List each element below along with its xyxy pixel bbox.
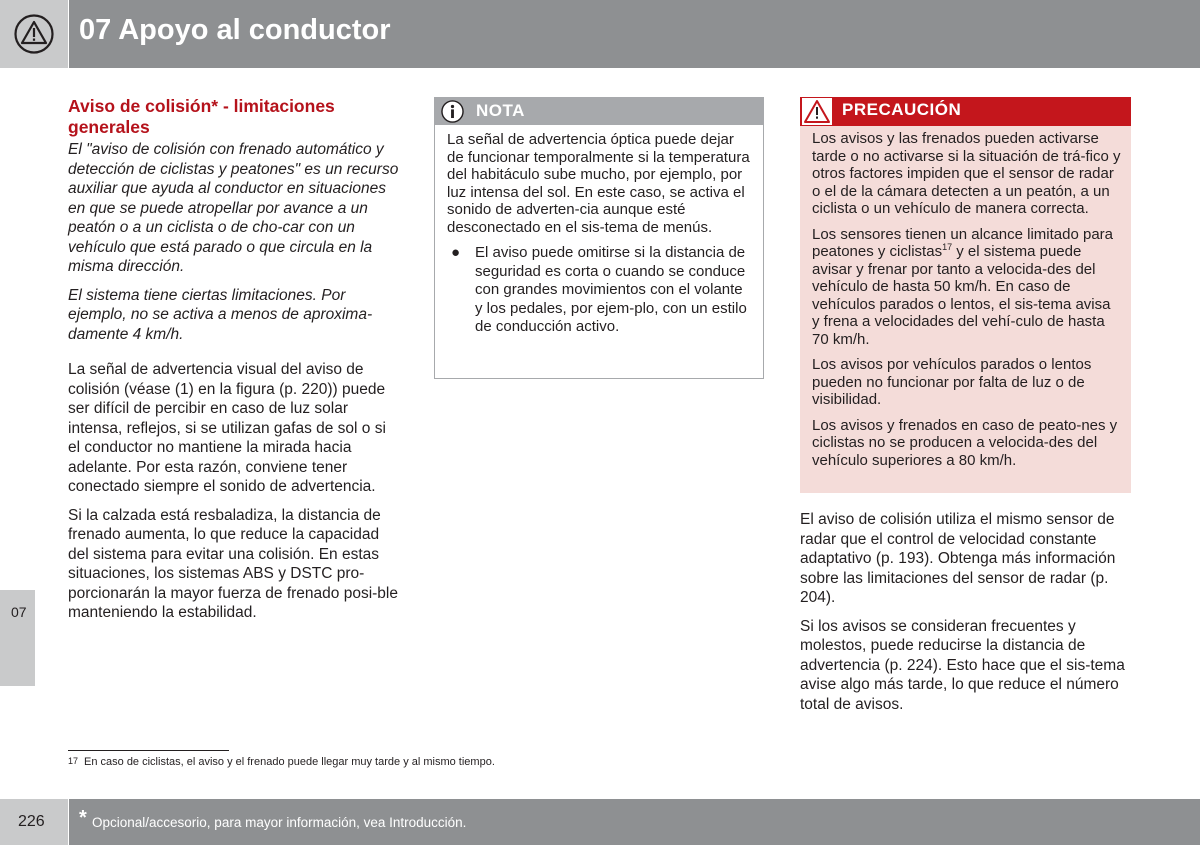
list-item	[447, 244, 753, 337]
nota-text: La señal de advertencia óptica puede dejar de funcionar temporalmente si la temperatura del habitáculo sube mucho, por ejemplo, por luz intensa del sol. En este caso, se activa el sonido de adverten-cia aunque esté desconectado en el sis-tema de menús.	[447, 131, 750, 236]
nota-list	[447, 244, 753, 337]
footer-page-panel	[0, 799, 68, 845]
header-icon-panel	[0, 0, 68, 68]
footnote-number: 17	[68, 756, 79, 766]
footnote-rule	[68, 750, 229, 751]
body-paragraph: Si los avisos se consideran frecuentes y molestos, puede reducirse la distancia de advertencia (p. 224). Esto hace que el sis-tema avise algo más tarde, lo que reduce el número total de avisos.	[800, 617, 1125, 713]
nota-box	[434, 97, 764, 379]
bullet-icon: ●	[451, 244, 461, 261]
precaucion-paragraph: Los avisos por vehículos parados o lentos pueden no funcionar por falta de luz o de visibilidad.	[812, 356, 1092, 408]
body-paragraph: El aviso de colisión utiliza el mismo sensor de radar que el control de velocidad constante adaptativo (p. 193). Obtenga más información sobre las limitaciones del sensor de radar (p. 204).	[800, 511, 1116, 606]
precaucion-paragraph: Los avisos y frenados en caso de peato-nes y ciclistas no se producen a velocida-des del vehículo superiores a 80 km/h.	[812, 416, 1118, 469]
precaucion-body	[800, 126, 1131, 469]
chapter-header	[69, 0, 1200, 68]
chapter-side-tab-label: 07	[11, 604, 27, 620]
column-left	[68, 96, 402, 632]
precaucion-text: Los sensores tienen un alcance limitado para peatones y ciclistas	[812, 225, 1114, 260]
footnote-ref: 17	[942, 242, 953, 252]
precaucion-box	[800, 97, 1131, 493]
list-item-text: El aviso puede omitirse si la distancia de seguridad es corta o cuando se conduce con grandes movimientos con el volante y los pedales, por ejem-plo, con un estilo de conducción activo.	[475, 244, 747, 335]
body-paragraph: Si la calzada está resbaladiza, la distancia de frenado aumenta, lo que reduce la capacidad del sistema para evitar una colisión. En estas situaciones, los sistemas ABS y DSTC pro-porcionarán la mayor fuerza de frenado posi-ble manteniendo la estabilidad.	[68, 506, 398, 621]
nota-title: NOTA	[476, 101, 525, 120]
warning-triangle-icon	[14, 14, 54, 54]
intro-paragraph: El "aviso de colisión con frenado automático y detección de ciclistas y peatones" es un recurso auxiliar que ayuda al conductor en situaciones en que se puede atropellar por avance a un peatón o a un ciclista o de cho-car con un vehículo que está parado o que circula en la misma dirección.	[68, 141, 399, 275]
footer-bar	[69, 799, 1200, 845]
intro-paragraph: El sistema tiene ciertas limitaciones. Por ejemplo, no se activa a menos de aproxima-damente 4 km/h.	[68, 286, 373, 343]
precaucion-header	[800, 97, 1131, 126]
precaucion-paragraph: Los avisos y las frenados pueden activarse tarde o no activarse si la situación de trá-fico y otros factores impiden que el sensor de radar o el de la cámara detecten a un peatón, a un ciclista o un vehículo de manera correcta.	[812, 130, 1121, 217]
info-icon	[441, 100, 464, 123]
body-paragraph: La señal de advertencia visual del aviso de colisión (véase (1) en la figura (p. 220)) puede ser difícil de percibir en caso de luz solar intensa, reflejos, si se utilizan gafas de sol o si el conductor no mantiene la mirada hacia adelante. Por esta razón, conviene tener conectado siempre el sonido de advertencia.	[68, 361, 386, 495]
chapter-title: 07 Apoyo al conductor	[79, 14, 391, 46]
column-right	[800, 510, 1134, 723]
asterisk-mark: *	[79, 807, 87, 829]
chapter-side-tab	[0, 590, 35, 686]
footnote-text: En caso de ciclistas, el aviso y el frenado puede llegar muy tarde y al mismo tiempo.	[84, 756, 495, 768]
footnote	[68, 756, 495, 768]
nota-body	[435, 125, 763, 337]
precaucion-title: PRECAUCIÓN	[842, 100, 962, 119]
section-heading: Aviso de colisión* - limitaciones generales	[68, 96, 335, 137]
warning-triangle-icon	[802, 98, 832, 125]
precaucion-paragraph	[812, 226, 1121, 349]
page-number: 226	[18, 813, 45, 830]
footer-note: Opcional/accesorio, para mayor información, vea Introducción.	[92, 815, 467, 830]
precaucion-text: y el sistema puede avisar y frenar por tanto a velocida-des del vehículo de hasta 50 km/h. En caso de vehículos parados o lentos, el sis-tema avisa y frena a velocidades del vehí-culo de hasta 70 km/h.	[812, 243, 1111, 348]
nota-header	[435, 98, 763, 125]
